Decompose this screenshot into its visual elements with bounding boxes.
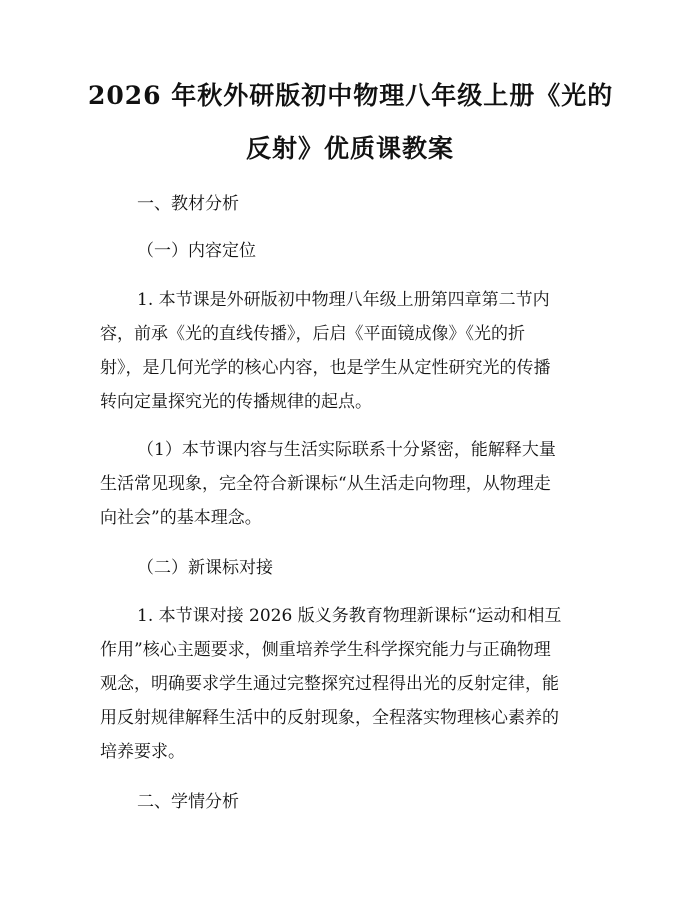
paragraph-line: （1）本节课内容与生活实际联系十分紧密，能解释大量 [137,440,556,460]
subsection-heading-content-positioning: （一）内容定位 [137,241,256,261]
paragraph-line: 用反射规律解释生活中的反射现象，全程落实物理核心素养的 [100,708,559,728]
paragraph-line: 观念，明确要求学生通过完整探究过程得出光的反射定律，能 [100,674,559,694]
paragraph-line: 1. 本节课对接 2026 版义务教育物理新课标“运动和相互 [137,606,562,626]
paragraph-line: 生活常见现象，完全符合新课标“从生活走向物理，从物理走 [100,474,551,494]
paragraph-line: 向社会”的基本理念。 [100,508,262,528]
paragraph-line: 射》，是几何光学的核心内容，也是学生从定性研究光的传播 [100,358,551,378]
section-heading-learner-analysis: 二、学情分析 [137,792,239,812]
paragraph-line: 转向定量探究光的传播规律的起点。 [100,392,372,412]
document-title-line-2: 反射》优质课教案 [245,134,454,163]
subsection-heading-curriculum-alignment: （二）新课标对接 [137,558,273,578]
paragraph-line: 容，前承《光的直线传播》，后启《平面镜成像》《光的折 [100,324,525,344]
section-heading-textbook-analysis: 一、教材分析 [137,194,239,214]
paragraph-line: 作用”核心主题要求，侧重培养学生科学探究能力与正确物理 [100,640,551,660]
paragraph-line: 培养要求。 [100,742,185,762]
document-title-line-1: 2026 年秋外研版初中物理八年级上册《光的 [88,81,614,110]
paragraph-line: 1. 本节课是外研版初中物理八年级上册第四章第二节内 [137,290,550,310]
